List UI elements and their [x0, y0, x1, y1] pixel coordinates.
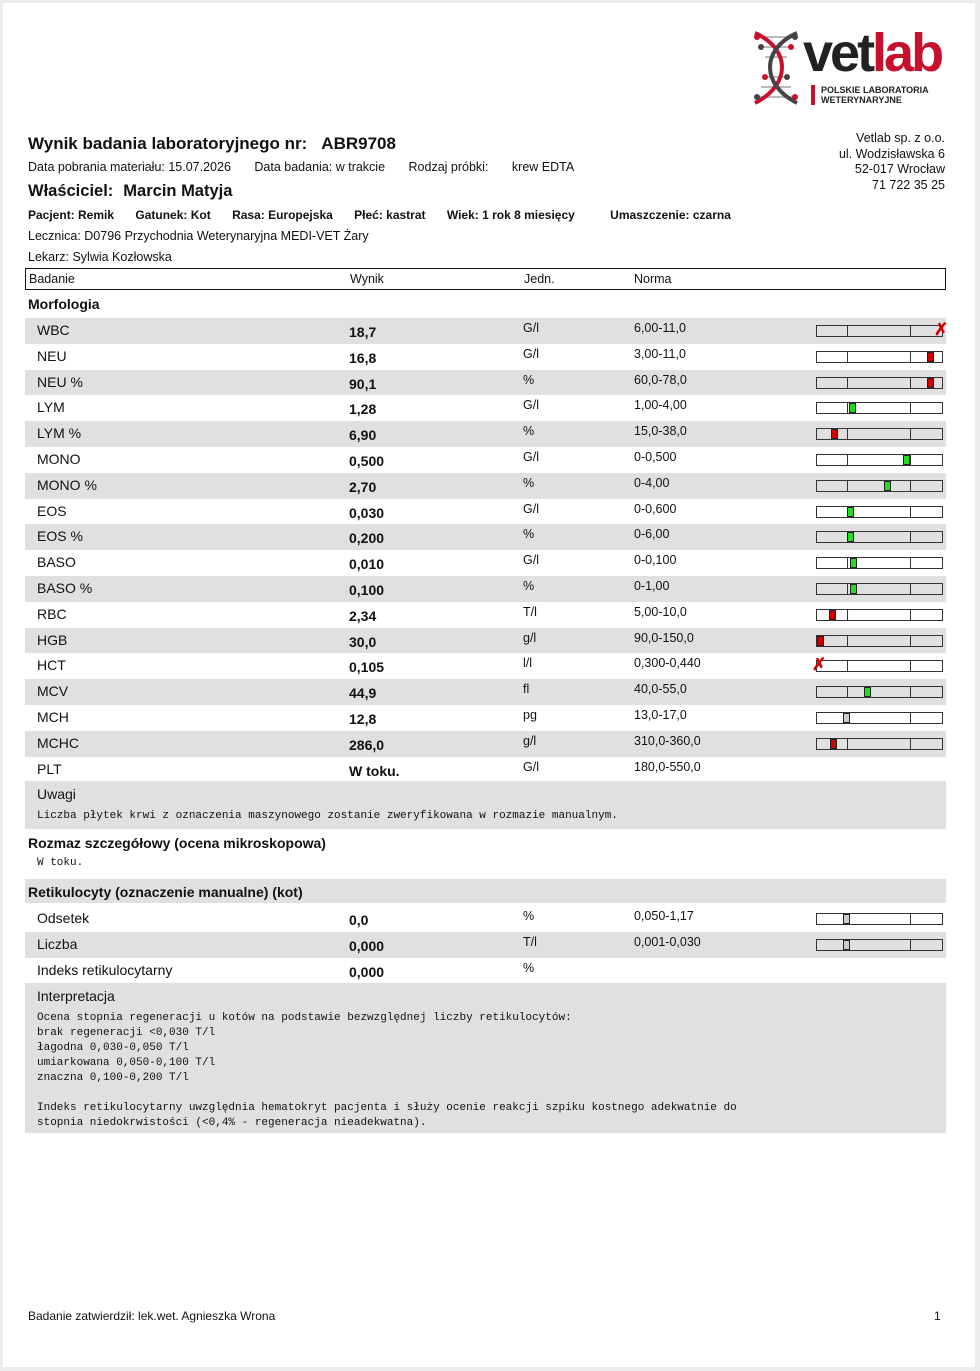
range-gauge [816, 428, 943, 440]
interpretation-text: Ocena stopnia regeneracji u kotów na podstawie bezwzględnej liczby retikulocytów: brak regeneracji <0,030 T/l łagodna 0,030-0,050 T/l umiarkowana 0,050-0,100 T/l znaczna 0,100-0,200 T/l Indeks retikulocytarny uwzględnia hematokryt pacjenta i służy ocenie reakcji szpiku kostnego adekwatnie do stopnia niedokrwistości (<0,4% - regeneracja nieadekwatna). [37, 1012, 737, 1129]
header-norm: Norma [634, 272, 672, 286]
test-name: BASO % [37, 580, 93, 596]
gauge-tick [910, 610, 911, 620]
logo-wordmark: vetlab [803, 23, 942, 83]
gauge-marker [831, 429, 838, 439]
test-unit: T/l [523, 934, 537, 949]
range-gauge [816, 454, 943, 466]
test-norm: 0,050-1,17 [634, 909, 694, 923]
gauge-marker [843, 940, 850, 950]
table-row [25, 576, 946, 602]
range-gauge [816, 480, 943, 492]
table-row [25, 906, 946, 932]
gauge-tick [847, 636, 848, 646]
report-meta [28, 160, 594, 174]
patient-name: Pacjent: Remik [28, 208, 115, 222]
table-row [25, 731, 946, 757]
test-value: 0,0 [349, 912, 369, 928]
gauge-tick [847, 378, 848, 388]
test-unit: fl [523, 682, 530, 697]
gauge-marker [849, 403, 856, 413]
company-city: 52-017 Wrocław [854, 162, 945, 176]
gauge-tick [847, 558, 848, 568]
table-row [25, 318, 949, 344]
test-name: Odsetek [37, 910, 90, 926]
header-result: Wynik [350, 272, 384, 286]
gauge-tick [847, 455, 848, 465]
doctor: Lekarz: Sylwia Kozłowska [28, 250, 172, 264]
test-name: MCH [37, 709, 69, 725]
test-name: BASO [37, 554, 76, 571]
range-gauge [816, 320, 949, 339]
test-norm: 0-1,00 [634, 579, 670, 593]
range-gauge [816, 635, 943, 647]
test-value: 12,8 [349, 711, 377, 727]
table-row [25, 958, 946, 984]
range-gauge [816, 583, 943, 595]
test-value: 0,500 [349, 453, 385, 469]
test-name: MCV [37, 683, 69, 700]
notes-text: Liczba płytek krwi z oznaczenia maszynowego zostanie zweryfikowana w rozmazie manualnym. [37, 810, 618, 822]
gauge-tick [910, 713, 911, 723]
test-value: 2,70 [349, 478, 377, 495]
range-gauge [816, 351, 943, 363]
gauge-marker [884, 481, 891, 491]
test-norm: 310,0-360,0 [634, 733, 701, 748]
test-unit: G/l [523, 450, 539, 464]
gauge-tick [910, 940, 911, 950]
test-value: 90,1 [349, 375, 377, 392]
test-unit: % [523, 475, 535, 490]
section-retic: Retikulocyty (oznaczenie manualne) (kot) [25, 879, 946, 903]
test-value: 0,105 [349, 659, 385, 676]
range-gauge [816, 377, 943, 389]
report-title: Wynik badania laboratoryjnego nr: ABR9708 [28, 134, 396, 153]
test-name: HGB [37, 631, 68, 648]
range-gauge [816, 913, 943, 925]
gauge-marker [850, 558, 857, 568]
patient-color: Umaszczenie: czarna [610, 208, 731, 222]
gauge-tick [910, 584, 911, 594]
range-gauge [816, 712, 943, 724]
test-name: WBC [37, 322, 70, 338]
test-value: W toku. [349, 762, 400, 779]
gauge-tick [847, 739, 848, 749]
table-row [25, 473, 946, 499]
header-test: Badanie [29, 272, 75, 286]
range-gauge [816, 609, 943, 621]
test-norm: 0,300-0,440 [634, 656, 701, 671]
test-value: 30,0 [349, 633, 377, 650]
page-number: 1 [934, 1309, 941, 1323]
range-gauge [812, 655, 943, 675]
gauge-tick [847, 352, 848, 362]
test-norm: 40,0-55,0 [634, 682, 687, 697]
table-row [25, 757, 946, 783]
table-row [25, 499, 946, 525]
owner-name: Marcin Matyja [123, 182, 233, 200]
range-gauge [816, 686, 943, 698]
interpretation-label: Interpretacja [37, 988, 115, 1004]
test-value: 0,100 [349, 582, 385, 598]
owner: Właściciel: Marcin Matyja [28, 182, 233, 200]
approval-footer: Badanie zatwierdził: lek.wet. Agnieszka Wrona [28, 1309, 276, 1323]
test-unit: G/l [523, 759, 539, 774]
gauge-marker [830, 739, 837, 749]
test-unit: G/l [523, 321, 539, 335]
test-value: 0,000 [349, 963, 385, 980]
test-unit: g/l [523, 630, 537, 645]
interpretation-box [25, 983, 946, 1133]
test-value: 0,030 [349, 504, 385, 521]
test-name: NEU [37, 347, 67, 364]
gauge-tick [910, 636, 911, 646]
gauge-marker [864, 687, 871, 697]
test-name: HCT [37, 657, 66, 674]
test-name: Indeks retikulocytarny [37, 961, 173, 978]
gauge-tick [847, 429, 848, 439]
gauge-tick [847, 687, 848, 697]
gauge-marker [843, 914, 850, 924]
test-value: 0,010 [349, 556, 385, 573]
test-name: LYM % [37, 425, 82, 442]
patient-species: Gatunek: Kot [135, 208, 211, 222]
test-unit: G/l [523, 553, 539, 568]
out-of-range-icon: ✗ [812, 655, 827, 675]
gauge-tick [847, 610, 848, 620]
test-norm: 0-4,00 [634, 475, 670, 490]
table-row [25, 550, 946, 576]
test-name: RBC [37, 605, 67, 622]
gauge-tick [847, 403, 848, 413]
notes-box [25, 781, 946, 829]
test-name: LYM [37, 399, 65, 416]
test-norm: 0-6,00 [634, 527, 670, 542]
report-number: ABR9708 [321, 134, 396, 153]
gauge-marker [847, 507, 854, 517]
range-gauge [816, 506, 943, 518]
test-unit: G/l [523, 346, 539, 361]
table-row [25, 653, 946, 679]
test-unit: g/l [523, 733, 537, 748]
gauge-tick [847, 326, 848, 336]
gauge-tick [847, 661, 848, 671]
section-morphology: Morfologia [28, 296, 100, 312]
test-norm: 0-0,500 [634, 450, 677, 464]
gauge-tick [910, 687, 911, 697]
logo-subtitle: POLSKIE LABORATORIA WETERYNARYJNE [821, 85, 929, 105]
patient-age: Wiek: 1 rok 8 miesięcy [446, 208, 575, 222]
sample-date: Data pobrania materiału: 15.07.2026 [28, 160, 231, 174]
gauge-marker [843, 713, 850, 723]
gauge-tick [910, 378, 911, 388]
test-value: 2,34 [349, 607, 377, 624]
company-address [839, 131, 945, 193]
test-unit: G/l [523, 398, 539, 413]
company-phone: 71 722 35 25 [872, 177, 945, 192]
gauge-tick [910, 558, 911, 568]
test-unit: % [523, 527, 535, 542]
test-unit: pg [523, 708, 537, 722]
range-gauge [816, 939, 943, 951]
test-norm: 0,001-0,030 [634, 934, 701, 949]
test-name: EOS [37, 502, 67, 519]
table-row [25, 370, 946, 396]
section-smear: Rozmaz szczegółowy (ocena mikroskopowa) [28, 835, 326, 851]
table-row [25, 602, 946, 628]
table-row [25, 421, 946, 447]
test-norm: 6,00-11,0 [634, 321, 686, 335]
table-row [25, 447, 946, 473]
range-gauge [816, 531, 943, 543]
sample-type: krew EDTA [511, 160, 575, 174]
sample-type-label: Rodzaj próbki: [408, 160, 489, 174]
gauge-marker [817, 636, 824, 646]
test-value: 6,90 [349, 427, 377, 444]
gauge-tick [910, 455, 911, 465]
test-unit: % [523, 909, 535, 923]
gauge-tick [910, 532, 911, 542]
gauge-tick [910, 429, 911, 439]
range-gauge [816, 557, 943, 569]
test-name: EOS % [37, 528, 83, 545]
test-norm: 0-0,600 [634, 501, 677, 516]
test-value: 18,7 [349, 324, 377, 340]
range-gauge [816, 402, 943, 414]
test-value: 16,8 [349, 349, 377, 366]
table-row [25, 705, 946, 731]
test-unit: % [523, 579, 535, 593]
table-row [25, 628, 946, 654]
logo-bar [811, 85, 815, 105]
report-page [3, 3, 975, 1367]
gauge-tick [847, 481, 848, 491]
test-norm: 60,0-78,0 [634, 372, 687, 387]
test-unit: % [523, 372, 535, 387]
vetlab-logo [751, 23, 951, 107]
gauge-tick [910, 507, 911, 517]
patient-sex: Płeć: kastrat [354, 208, 426, 222]
company-street: ul. Wodzisławska 6 [838, 146, 945, 161]
test-norm: 90,0-150,0 [634, 630, 694, 645]
patient-breed: Rasa: Europejska [232, 208, 333, 222]
notes-label: Uwagi [37, 786, 76, 802]
table-header [25, 268, 946, 290]
gauge-marker [850, 584, 857, 594]
test-norm: 1,00-4,00 [634, 398, 687, 413]
test-value: 1,28 [349, 401, 377, 418]
gauge-tick [910, 914, 911, 924]
gauge-marker [927, 352, 934, 362]
out-of-range-icon: ✗ [934, 320, 949, 339]
test-name: MONO [37, 451, 81, 467]
test-name: PLT [37, 760, 62, 777]
gauge-marker [847, 532, 854, 542]
dna-helix-icon [751, 29, 807, 107]
test-norm: 0-0,100 [634, 553, 677, 568]
gauge-tick [910, 326, 911, 336]
gauge-tick [910, 481, 911, 491]
patient-info [28, 208, 749, 222]
test-norm: 15,0-38,0 [634, 424, 687, 439]
test-unit: G/l [523, 501, 539, 516]
gauge-marker [903, 455, 910, 465]
table-row [25, 395, 946, 421]
test-unit: T/l [523, 604, 537, 619]
test-unit: % [523, 960, 535, 975]
table-row [25, 679, 946, 705]
test-norm: 3,00-11,0 [634, 346, 686, 361]
test-value: 0,200 [349, 530, 385, 547]
test-name: MONO % [37, 476, 97, 493]
gauge-tick [910, 661, 911, 671]
company-name: Vetlab sp. z o.o. [856, 131, 945, 145]
gauge-tick [910, 739, 911, 749]
test-name: Liczba [37, 935, 78, 952]
table-row [25, 932, 946, 958]
header-unit: Jedn. [524, 272, 555, 286]
clinic: Lecznica: D0796 Przychodnia Weterynaryjna MEDI-VET Żary [28, 229, 369, 243]
table-row [25, 524, 946, 550]
test-value: 0,000 [349, 937, 385, 954]
test-date: Data badania: w trakcie [254, 160, 386, 174]
gauge-marker [829, 610, 836, 620]
gauge-tick [910, 352, 911, 362]
test-unit: l/l [523, 656, 533, 671]
table-row [25, 344, 946, 370]
test-norm: 180,0-550,0 [634, 759, 701, 774]
test-norm: 5,00-10,0 [634, 604, 687, 619]
test-unit: % [523, 424, 535, 439]
smear-text: W toku. [37, 857, 84, 869]
gauge-tick [847, 584, 848, 594]
test-norm: 13,0-17,0 [634, 708, 687, 722]
test-name: NEU % [37, 373, 83, 390]
test-value: 286,0 [349, 736, 385, 753]
range-gauge [816, 738, 943, 750]
gauge-marker [927, 378, 934, 388]
gauge-tick [910, 403, 911, 413]
test-value: 44,9 [349, 685, 377, 702]
test-name: MCHC [37, 734, 79, 751]
